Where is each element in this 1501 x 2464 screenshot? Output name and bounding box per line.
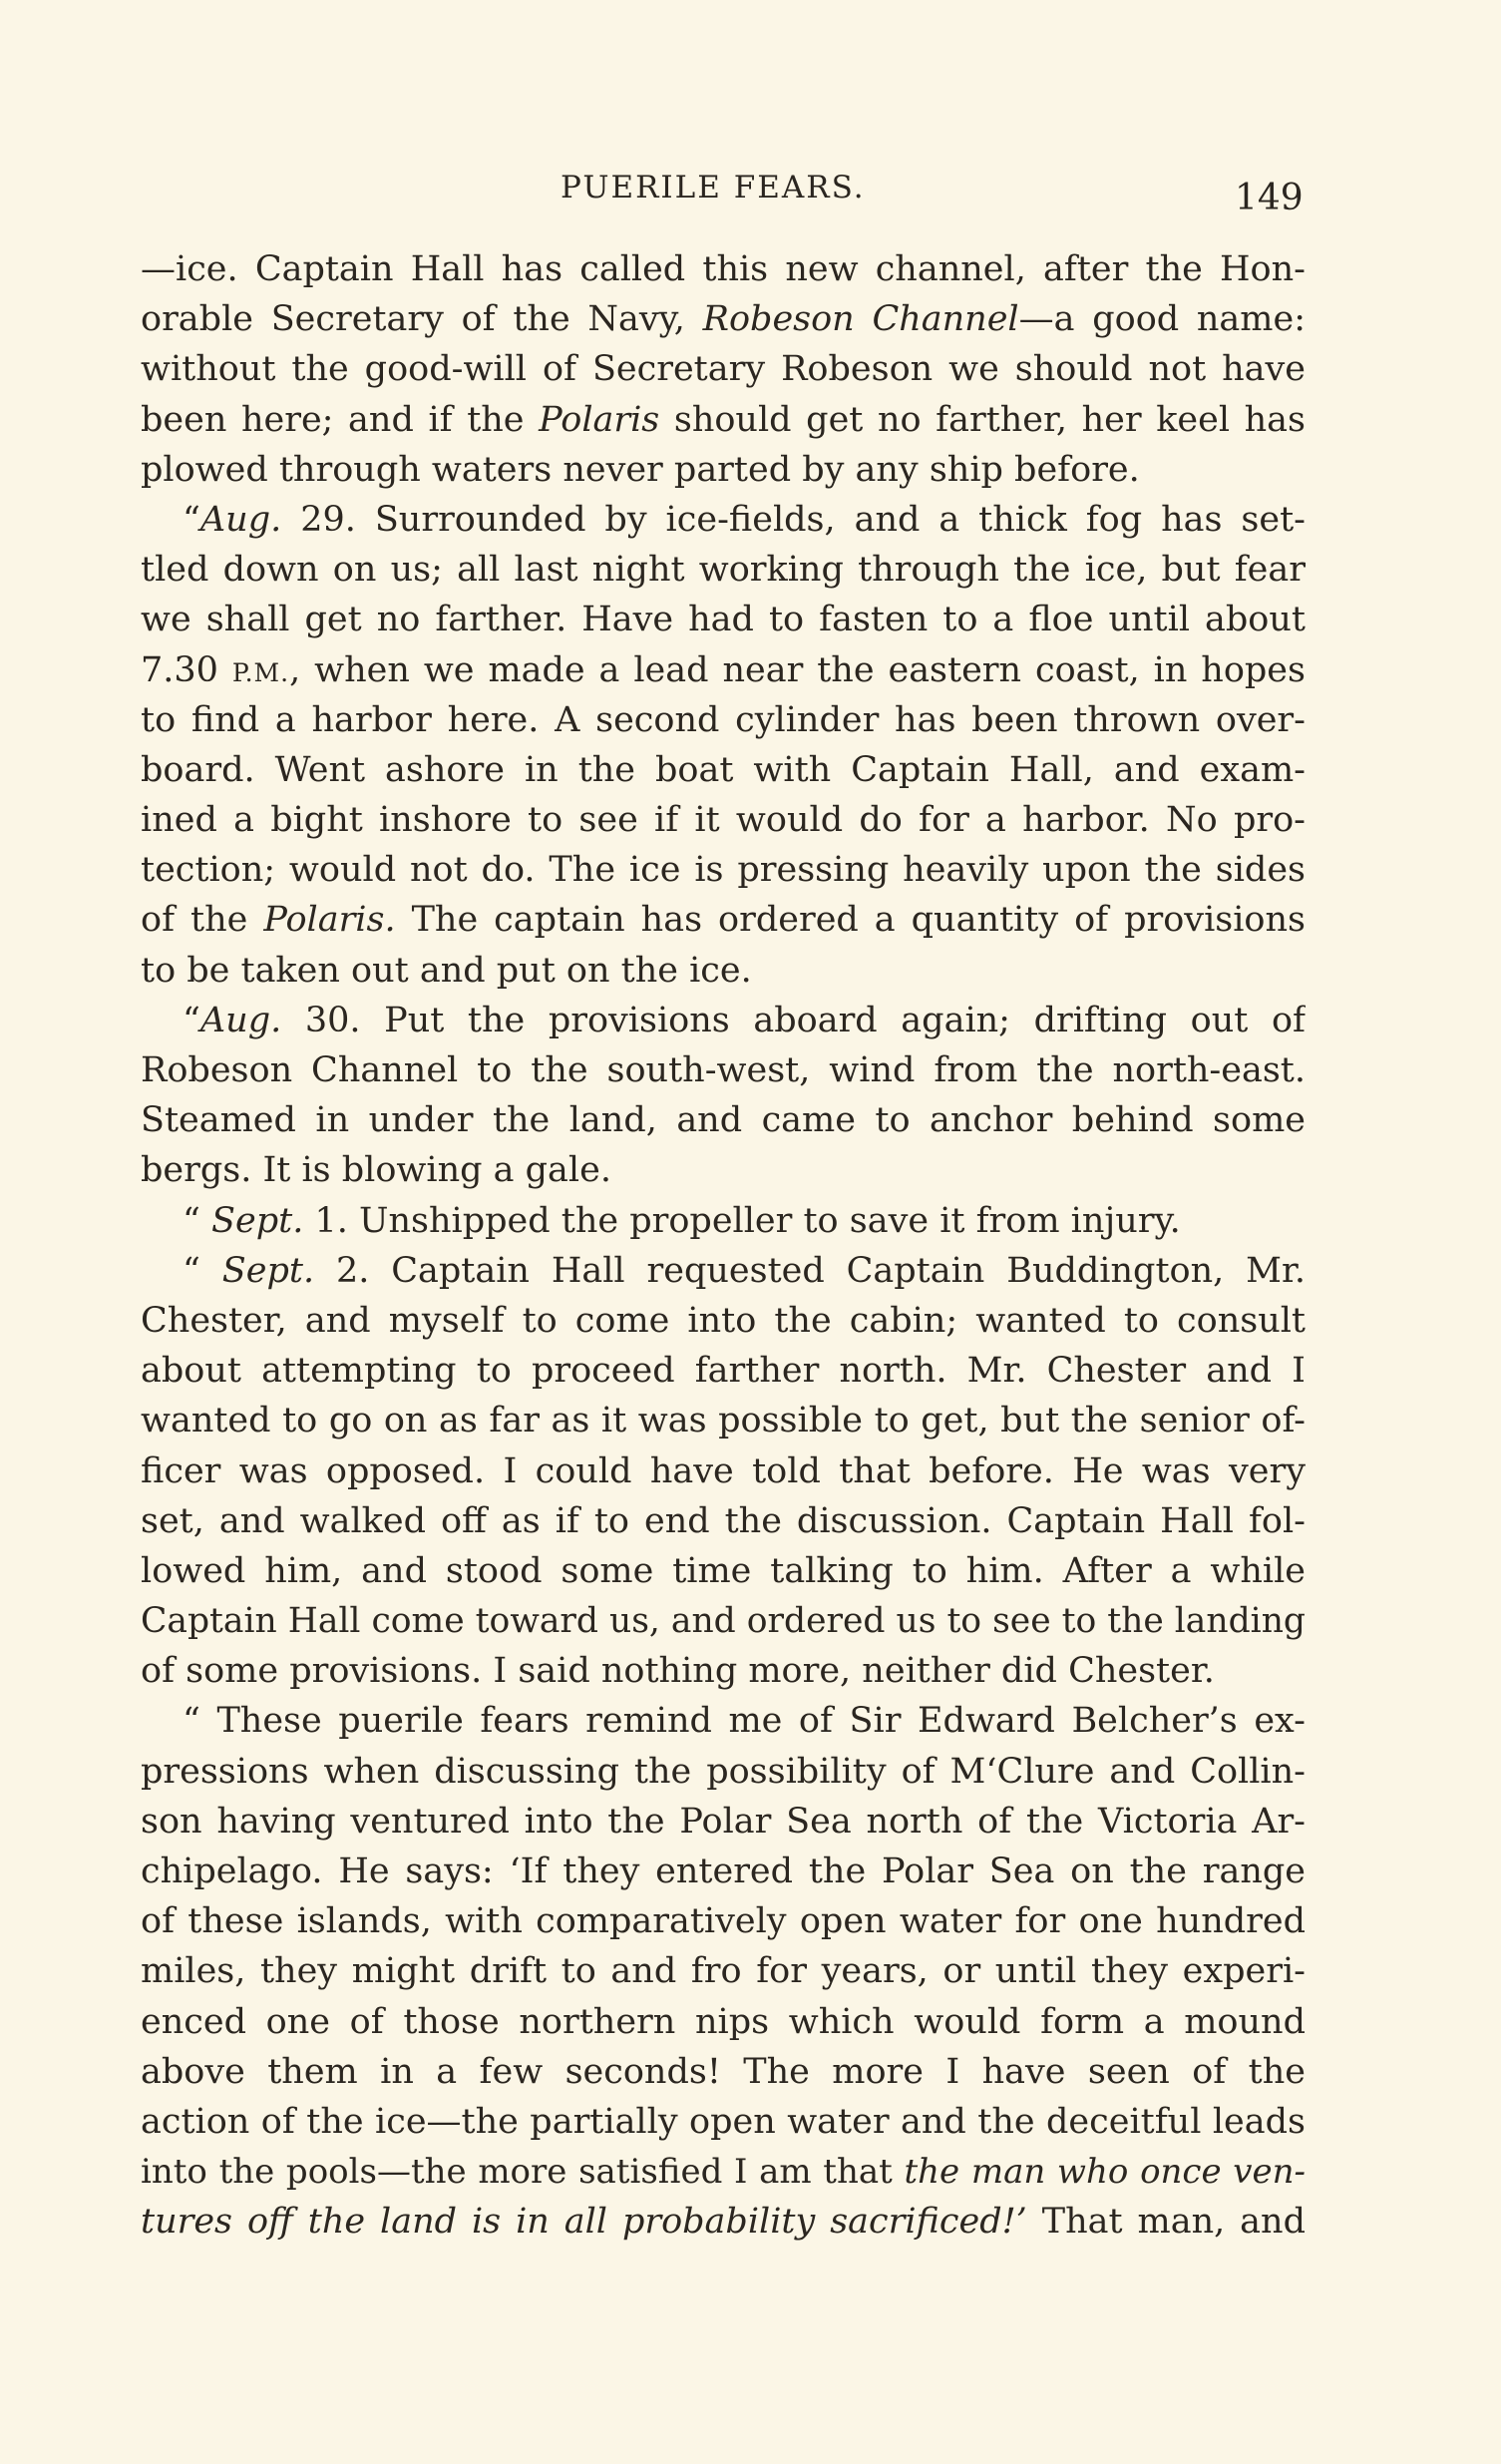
text-line: without the good-will of Secretary Robeson we should not have bbox=[141, 349, 1306, 390]
text-line: set, and walked off as if to end the discussion. Captain Hall fol- bbox=[141, 1500, 1306, 1541]
text-line: Captain Hall come toward us, and ordered us to see to the landing bbox=[141, 1601, 1306, 1642]
text-line: miles, they might drift to and fro for years, or until they experi- bbox=[141, 1951, 1306, 1992]
text-line: orable Secretary of the Navy, Robeson Channel—a good name: bbox=[141, 299, 1306, 340]
text-line: to be taken out and put on the ice. bbox=[141, 950, 752, 991]
running-head-title: PUERILE FEARS. bbox=[561, 170, 866, 205]
text-line: enced one of those northern nips which would form a mound bbox=[141, 2001, 1306, 2042]
text-line: of the Polaris. The captain has ordered a quantity of provisions bbox=[141, 900, 1306, 941]
running-head bbox=[0, 170, 1501, 218]
text-line: wanted to go on as far as it was possible to get, but the senior of- bbox=[141, 1401, 1306, 1441]
text-line: Steamed in under the land, and came to anchor behind some bbox=[141, 1100, 1306, 1141]
text-line: bergs. It is blowing a gale. bbox=[141, 1150, 611, 1191]
text-line: chipelago. He says: ‘If they entered the Polar Sea on the range bbox=[141, 1851, 1306, 1891]
body-text bbox=[141, 244, 1306, 2248]
text-line: we shall get no farther. Have had to fasten to a floe until about bbox=[141, 600, 1306, 640]
text-line: “ Sept. 1. Unshipped the propeller to save it from injury. bbox=[183, 1200, 1181, 1241]
text-line: Robeson Channel to the south-west, wind from the north-east. bbox=[141, 1050, 1306, 1090]
text-line: pressions when discussing the possibility of M‘Clure and Collin- bbox=[141, 1751, 1306, 1792]
text-line: plowed through waters never parted by any ship before. bbox=[141, 449, 1140, 490]
text-line: ined a bight inshore to see if it would do for a harbor. No pro- bbox=[141, 800, 1306, 841]
text-line: into the pools—the more satisfied I am that the man who once ven- bbox=[141, 2152, 1306, 2193]
text-line: been here; and if the Polaris should get no farther, her keel has bbox=[141, 399, 1306, 440]
text-line: Chester, and myself to come into the cabin; wanted to consult bbox=[141, 1300, 1306, 1341]
text-line: “ Sept. 2. Captain Hall requested Captain Buddington, Mr. bbox=[183, 1250, 1306, 1291]
text-line: lowed him, and stood some time talking to him. After a while bbox=[141, 1550, 1306, 1591]
text-line: of some provisions. I said nothing more, neither did Chester. bbox=[141, 1651, 1215, 1692]
text-line: tection; would not do. The ice is pressing heavily upon the sides bbox=[141, 850, 1306, 891]
text-line: —ice. Captain Hall has called this new channel, after the Hon- bbox=[141, 249, 1306, 289]
text-line: to find a harbor here. A second cylinder has been thrown over- bbox=[141, 699, 1306, 740]
text-line: above them in a few seconds! The more I have seen of the bbox=[141, 2051, 1306, 2092]
text-line: action of the ice—the partially open water and the deceitful leads bbox=[141, 2101, 1306, 2142]
text-line: “ These puerile fears remind me of Sir Edward Belcher’s ex- bbox=[183, 1701, 1306, 1742]
text-line: of these islands, with comparatively open water for one hundred bbox=[141, 1901, 1306, 1942]
page-number: 149 bbox=[1235, 178, 1304, 218]
text-line: son having ventured into the Polar Sea north of the Victoria Ar- bbox=[141, 1801, 1306, 1842]
text-line: 7.30 P.M., when we made a lead near the eastern coast, in hopes bbox=[141, 649, 1306, 690]
text-line: “Aug. 29. Surrounded by ice-fields, and a thick fog has set- bbox=[183, 499, 1306, 540]
text-line: board. Went ashore in the boat with Captain Hall, and exam- bbox=[141, 749, 1306, 790]
text-line: about attempting to proceed farther north. Mr. Chester and I bbox=[141, 1351, 1306, 1392]
text-line: tled down on us; all last night working through the ice, but fear bbox=[141, 550, 1306, 591]
text-line: tures off the land is in all probability sacrificed!’ That man, and bbox=[141, 2202, 1306, 2243]
text-line: ficer was opposed. I could have told that before. He was very bbox=[141, 1450, 1306, 1491]
text-line: “Aug. 30. Put the provisions aboard again; drifting out of bbox=[183, 1000, 1306, 1040]
